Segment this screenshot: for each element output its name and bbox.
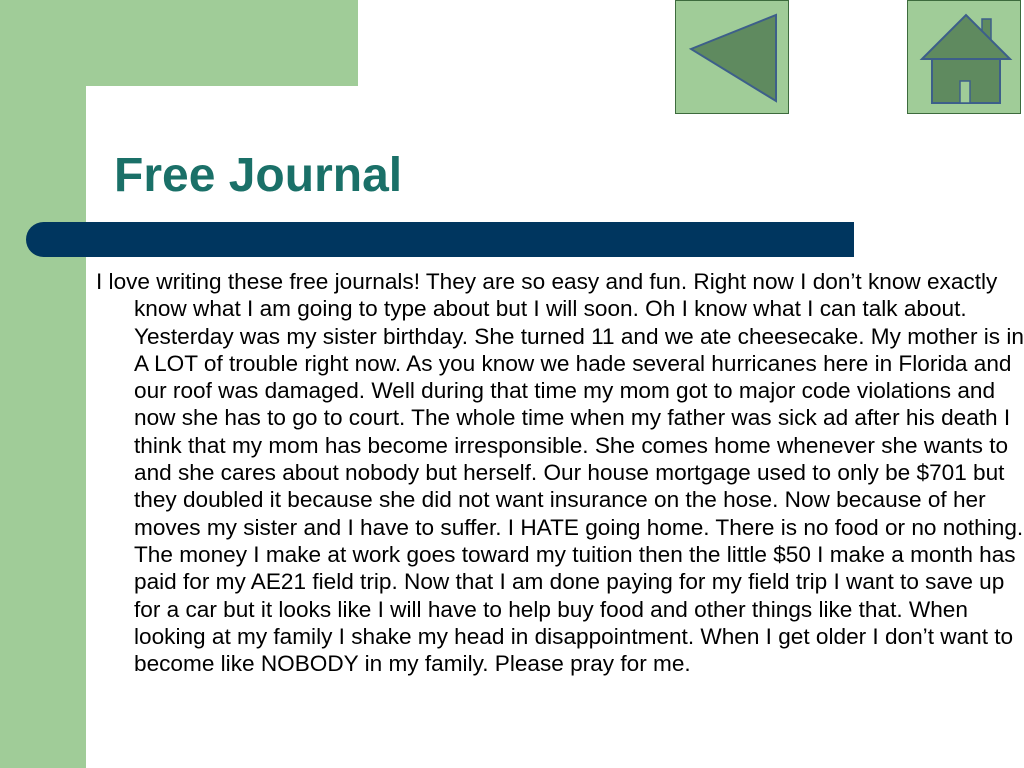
background-top-band <box>0 0 358 86</box>
home-icon <box>908 1 1020 113</box>
page-title: Free Journal <box>114 149 403 202</box>
home-button[interactable] <box>907 0 1021 114</box>
title-underline-bar <box>26 222 854 257</box>
back-arrow-icon <box>676 1 788 113</box>
back-button[interactable] <box>675 0 789 114</box>
background-left-band <box>0 0 86 768</box>
journal-body-text: I love writing these free journals! They are so easy and fun. Right now I don’t know exactly know what I am going to type about but I will soon. Oh I know what I can talk about. Yesterday was my sister birthday. She turned 11 and we ate cheesecake. My mother is in A LOT of trouble right now. As you know we hade several hurricanes here in Florida and our roof was damaged. Well during that time my mom got to major code violations and now she has to go to court. The whole time when my father was sick ad after his death I think that my mom has become irresponsible. She comes home whenever she wants to and she cares about nobody but herself. Our house mortgage used to only be $701 but they doubled it because she did not want insurance on the hose. Now because of her moves my sister and I have to suffer. I HATE going home. There is no food or no nothing. The money I make at work goes toward my tuition then the little $50 I make a month has paid for my AE21 field trip. Now that I am done paying for my field trip I want to save up for a car but it looks like I will have to help buy food and other things like that. When looking at my family I shake my head in disappointment. When I get older I don’t want to become like NOBODY in my family. Please pray for me. <box>96 269 1024 677</box>
